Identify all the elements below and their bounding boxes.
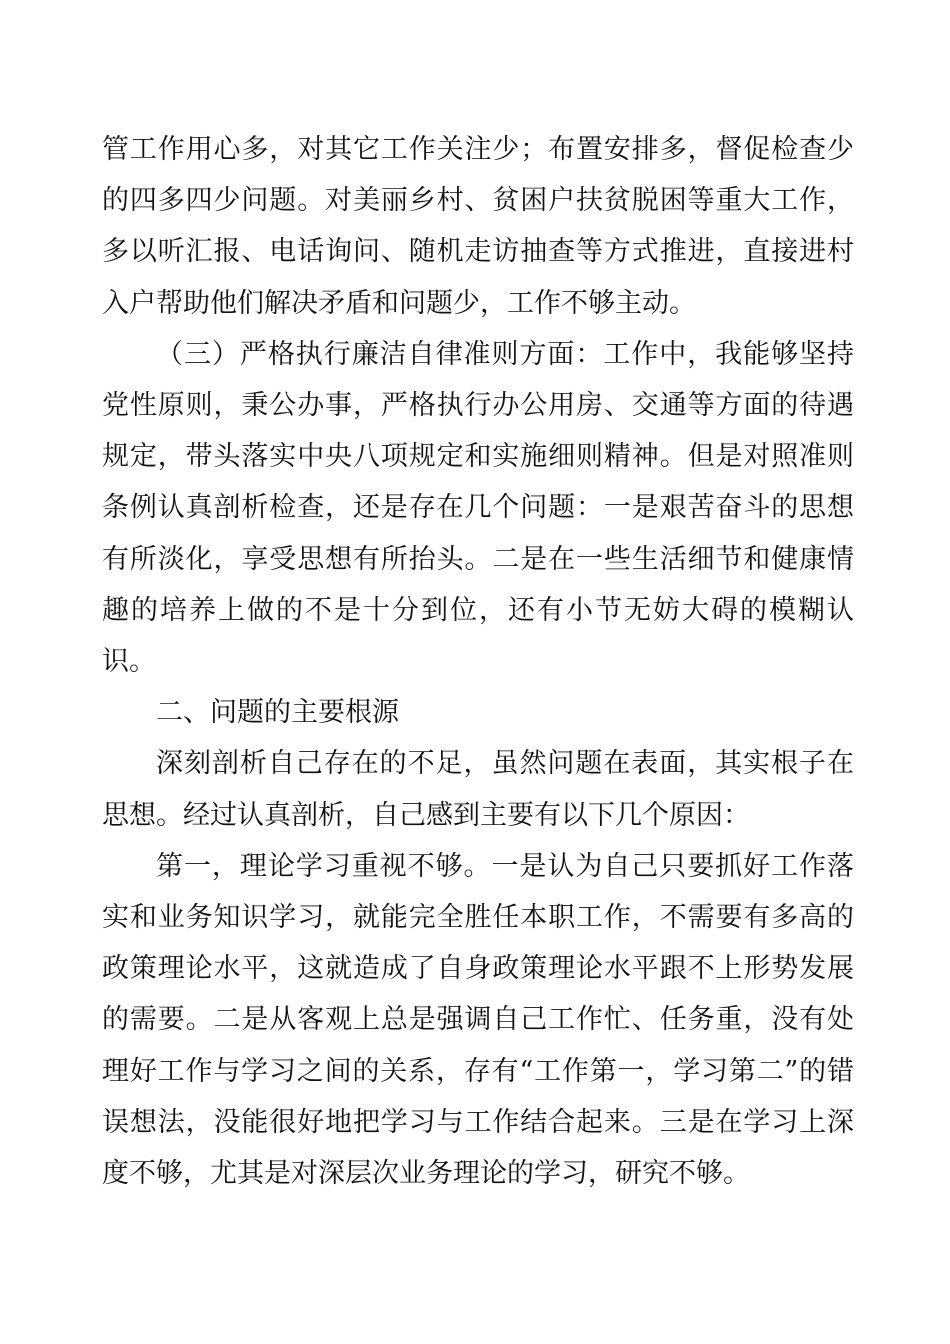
paragraph-root-causes-intro: 深刻剖析自己存在的不足，虽然问题在表面，其实根子在思想。经过认真剖析，自己感到主要有以下几个原因：	[102, 748, 854, 831]
paragraph-theory-study: 第一，理论学习重视不够。一是认为自己只要抓好工作落实和业务知识学习，就能完全胜任本职工作，不需要有多高的政策理论水平，这就造成了自身政策理论水平跟不上形势发展的需要。二是从客观上总是强调自己工作忙、任务重，没有处理好工作与学习之间的关系，存有“工作第一，学习第二”的错误想法，没能很好地把学习与工作结合起来。三是在学习上深度不够，尤其是对深层次业务理论的学习，研究不够。	[102, 850, 854, 1190]
paragraph-continuation: 管工作用心多，对其它工作关注少；布置安排多，督促检查少的四多四少问题。对美丽乡村、贫困户扶贫脱困等重大工作，多以听汇报、电话询问、随机走访抽查等方式推进，直接进村入户帮助他们解决矛盾和问题少，工作不够主动。	[102, 134, 854, 319]
section-heading-root-causes: 二、问题的主要根源	[156, 697, 399, 729]
document-body	[102, 124, 854, 1199]
paragraph-integrity-self-discipline: （三）严格执行廉洁自律准则方面：工作中，我能够坚持党性原则，秉公办事，严格执行办公用房、交通等方面的待遇规定，带头落实中央八项规定和实施细则精神。但是对照准则条例认真剖析检查，还是存在几个问题：一是艰苦奋斗的思想有所淡化，享受思想有所抬头。二是在一些生活细节和健康情趣的培养上做的不是十分到位，还有小节无妨大碍的模糊认识。	[102, 338, 854, 678]
